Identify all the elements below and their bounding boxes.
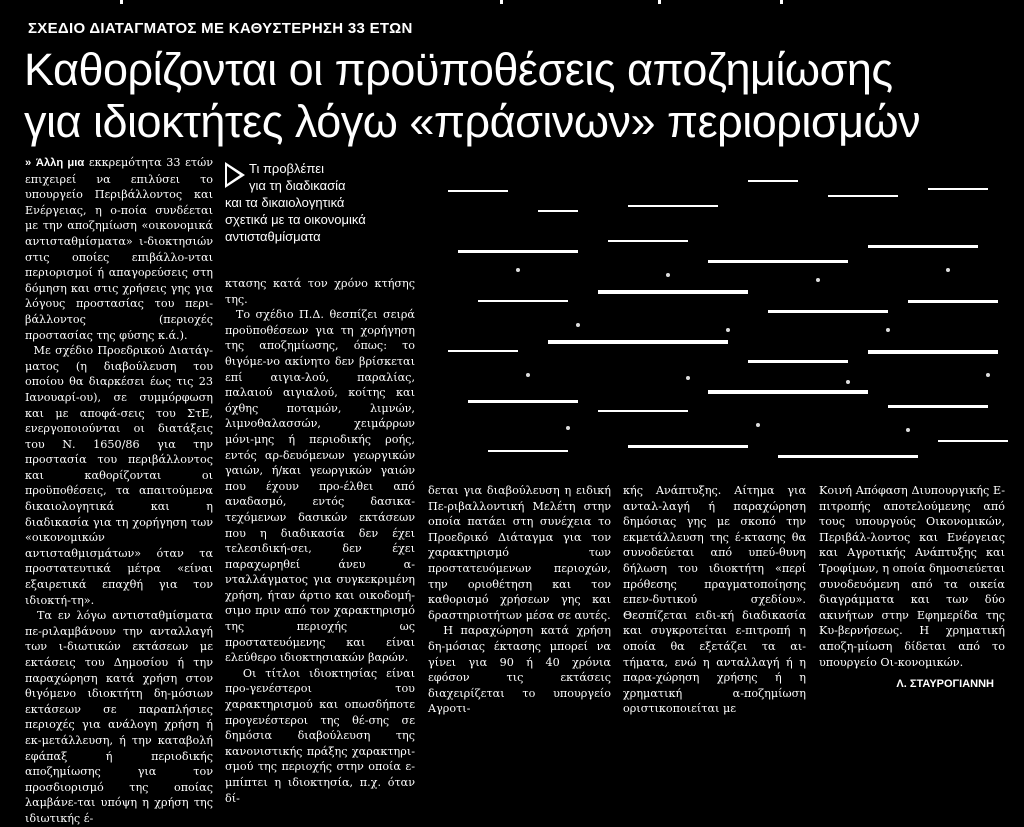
play-triangle-icon — [225, 162, 245, 188]
top-rule — [0, 0, 1024, 6]
column-5: Κοινή Απόφαση Διυπουργικής Ε-πιτροπής αποτελούμενης από τους υπουργούς Οικονομικών, Περιβάλ-λοντος και Ενέργειας και Αγροτικής Ανάπτυξης και Τροφίμων, η οποία δημοσιεύεται συνοδευόμενη από τα οικεία διαγράμματα και των δύο ακινήτων στην Εφημερίδα της Κυ-βερνήσεως. Η χρηματική αποζη-μίωση δίδεται από το υπουργείο Οι-κονομικών. — [819, 484, 1009, 669]
lead-marker: » — [25, 157, 32, 169]
aerial-night-photo — [428, 150, 1024, 475]
info-box-line-5: αντισταθμίσματα — [225, 229, 321, 244]
column-3: δεται για διαβούλευση η ειδική Πε-ριβαλλοντική Μελέτη στην οποία πατάει στη συνέχεια το Προεδρικό Διάταγμα για τον χαρακτηρισμό των προστατευόμενων περιοχών, την οριοθέτηση και τον καθορισμό χρήσεων γης και δραστηριοτήτων μέσα σε αυτές. Η παραχώρηση κατά χρήση δη-μόσιας έκτασης μπορεί να γίνει για 90 ή 40 χρόνια εφόσον τις εκτάσεις διαχειρίζεται το υπουργείο Αγροτι- — [428, 484, 611, 716]
lead-words: Άλλη μια — [35, 157, 85, 169]
night-landscape-image — [428, 150, 1024, 475]
headline-line-1: Καθορίζονται οι προϋποθέσεις αποζημίωσης — [24, 44, 893, 95]
column-1 — [25, 155, 214, 825]
info-box-line-2: για τη διαδικασία — [249, 178, 346, 193]
column-2: κτασης κατά τον χρόνο κτήσης της. Το σχέδιο Π.Δ. θεσπίζει σειρά προϋποθέσεων για τη χορήγηση της αποζημίωσης, όπως: το θιγόμε-νο ακίνητο δεν βρίσκεται επί αιγια-λού, παραλίας, παλαιού αιγιαλού, κοίτης και όχθης ποταμών, λιμνών, λιμνοθαλασσών, χειμάρρων μόνι-μης ή περιοδικής ροής, εντός αρ-δευόμενων γεωργικών γαιών, ή/και γεωργικών γαιών που έχουν προ-έλθει από αναδασμό, εντός δασικα-τεχόμενων δασικών εκτάσεων που η διαδικασία δεν έχει τελεσιδική-σει, δεν έχει παραχωρηθεί άνευ α-νταλλάγματος για συγκεκριμένη χρήση, ήταν άρτιο και οικοδομή-σιμο πριν από τον χαρακτηρισμό της περιοχής ως προστατευόμενης και είναι ελεύθερο ιδιοκτησιακών βαρών. Οι τίτλοι ιδιοκτησίας είναι προ-γενέστεροι του χαρακτηρισμού και οπωσδήποτε προγενέστεροι της θέ-σης σε δημόσια διαβούλευση της κανονιστικής πράξης χαρακτηρι-σμού της περιοχής στην οποία ε-μπίπτει η ιδιοκτησία, π.χ. όταν δί- — [225, 277, 415, 805]
info-box — [225, 160, 425, 245]
info-box-line-4: σχετικά με τα οικονομικά — [225, 212, 366, 227]
headline — [24, 44, 1014, 148]
kicker: ΣΧΕΔΙΟ ΔΙΑΤΑΓΜΑΤΟΣ ΜΕ ΚΑΘΥΣΤΕΡΗΣΗ 33 ΕΤΩΝ — [28, 20, 413, 37]
info-box-line-3: και τα δικαιολογητικά — [225, 195, 345, 210]
info-box-line-1: Τι προβλέπει — [249, 161, 324, 176]
column-1-text: εκκρεμότητα 33 ετών επιχειρεί να επιλύσει το υπουργείο Περιβάλλοντος και Ενέργειας, η ο-ποία συνδέεται με την αποζημίωση «οικονομικά αντισταθμίσματα» ι-διοκτησιών στις οποίες επιβάλλο-νται περιορισμοί ή απαγορεύσεις στη δόμηση και στις χρήσεις γης για λόγους προστασίας του περι-βάλλοντος (περιοχές προστασίας της φύσης κ.ά.). Με σχέδιο Προεδρικού Διατάγ-ματος (η διαβούλευση του οποίου θα διαρκέσει έως τις 23 Ιανουαρί-ου), σε συμμόρφωση και με αποφά-σεις του ΣτΕ, ενεργοποιούνται οι διατάξεις του Ν. 1650/86 για την προστασία του περιβάλλοντος και καθορίζονται οι προϋποθέσεις, τα απαιτούμενα δικαιολογητικά και η διαδικασία για τη χορήγηση των «οικονομικών αντισταθμισμάτων» όταν τα προστατευτικά μέτρα «είναι εξαιρετικά επαχθή για τον ιδιοκτή-τη». Τα εν λόγω αντισταθμίσματα πε-ριλαμβάνουν την ανταλλαγή των ι-διωτικών εκτάσεων με εκτάσεις του Δημοσίου ή την παραχώρηση κατά χρήση στον θιγόμενο ιδιοκτήτη δη-μόσιων εκτάσεων σε παραπλήσιες περιοχές για ανάλογη χρήση ή εκ-μετάλλευση, ή την καταβολή εφάπαξ ή περιοδικής αποζημίωσης για τον προσδιορισμό της οποίας λαμβάνε-ται υπόψη η χρήση της ιδιωτικής έ- — [25, 156, 214, 825]
headline-line-2: για ιδιοκτήτες λόγω «πράσινων» περιορισμών — [24, 96, 921, 147]
byline: Λ. ΣΤΑΥΡΟΓΙΑΝΝΗ — [896, 678, 994, 690]
column-4: κής Ανάπτυξης. Αίτημα για ανταλ-λαγή ή παραχώρηση δημόσιας γης με σκοπό την εκμετάλλευση της έ-κτασης θα συνοδεύεται από υπεύ-θυνη δήλωση του ιδιοκτήτη «περί πρόθεσης πραγματοποίησης επεν-δυτικού σχεδίου». Θεσπίζεται ειδι-κή διαδικασία και συγκροτείται ε-πιτροπή η οποία θα εξετάζει τα αι-τήματα, ενώ η ανταλλαγή ή η παρα-χώρηση χρήσης ή η χρηματική α-ποζημίωση οριστικοποιείται με — [623, 484, 810, 716]
